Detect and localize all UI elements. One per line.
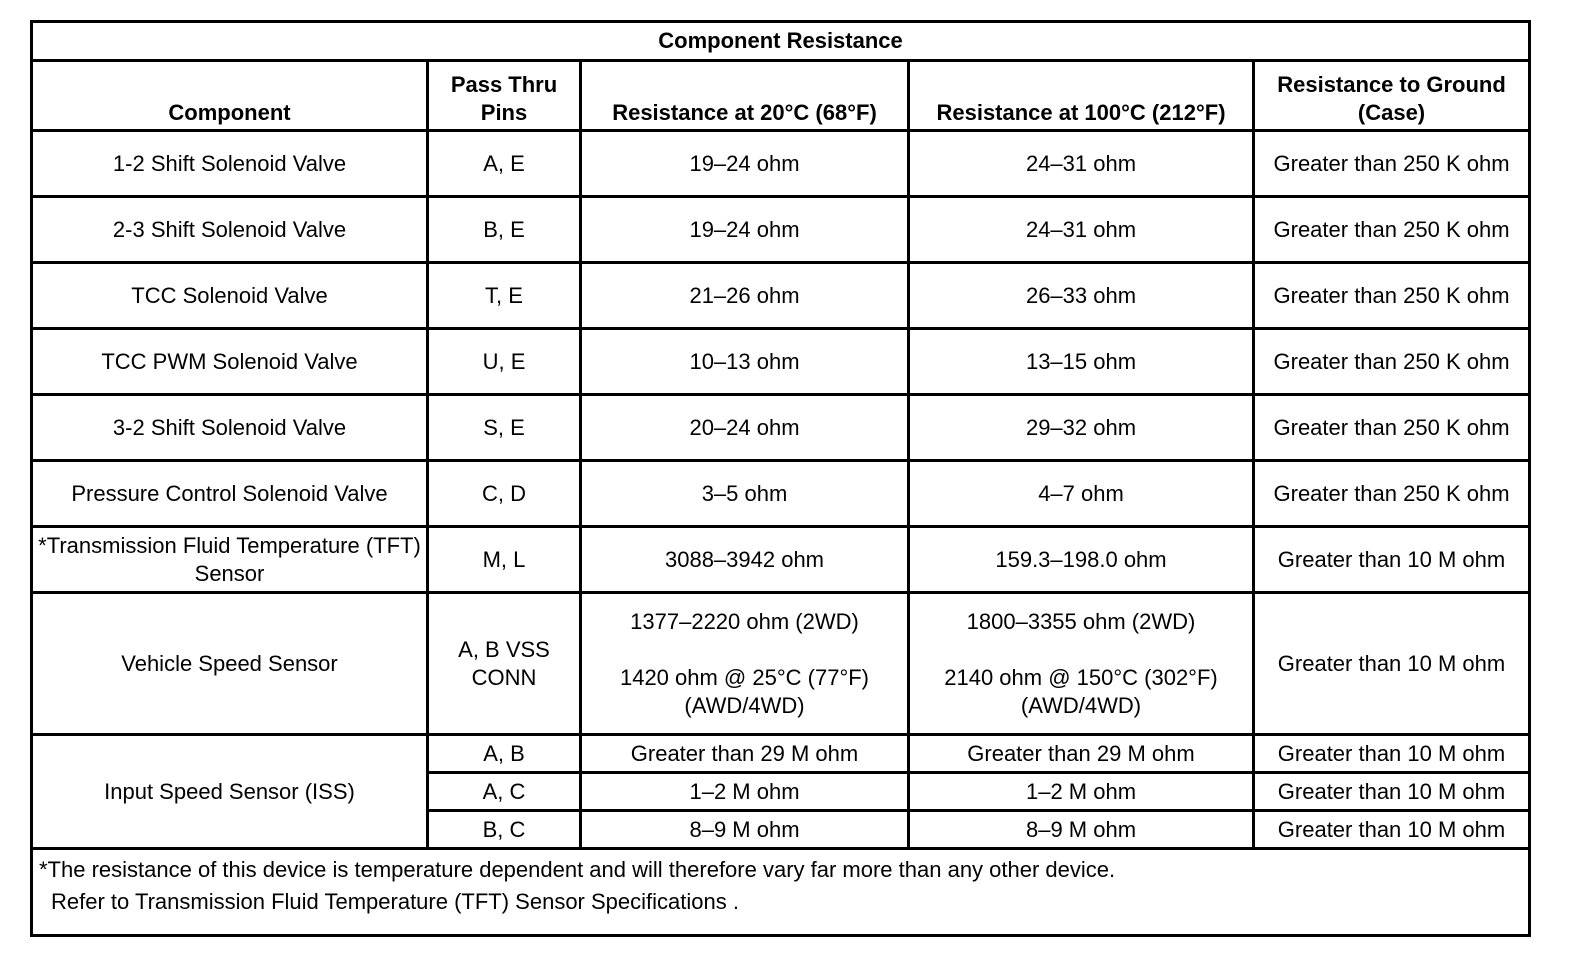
cell-component: TCC Solenoid Valve (32, 263, 428, 329)
cell-res-100c: 1–2 M ohm (909, 773, 1254, 811)
table-row-iss (32, 735, 1530, 773)
cell-res-100c: 26–33 ohm (909, 263, 1254, 329)
cell-res-ground: Greater than 250 K ohm (1254, 197, 1530, 263)
table-row (32, 527, 1530, 593)
cell-res-ground: Greater than 10 M ohm (1254, 811, 1530, 849)
footnote-text: *The resistance of this device is temperature dependent and will therefore vary far more than any other device. (39, 857, 1116, 882)
cell-pins: A, E (428, 131, 581, 197)
table-title: Component Resistance (32, 22, 1530, 61)
cell-res-ground: Greater than 250 K ohm (1254, 263, 1530, 329)
cell-pins: A, B (428, 735, 581, 773)
cell-res-20c: 1–2 M ohm (581, 773, 909, 811)
cell-res-100c: 24–31 ohm (909, 131, 1254, 197)
cell-res-ground: Greater than 10 M ohm (1254, 527, 1530, 593)
cell-pins: C, D (428, 461, 581, 527)
cell-pins: T, E (428, 263, 581, 329)
vss-res-100c-2wd: 1800–3355 ohm (2WD) (966, 608, 1196, 634)
header-pins: Pass Thru Pins (428, 61, 581, 131)
cell-res-20c: 10–13 ohm (581, 329, 909, 395)
cell-component: 1-2 Shift Solenoid Valve (32, 131, 428, 197)
cell-pins: B, E (428, 197, 581, 263)
cell-res-100c: 13–15 ohm (909, 329, 1254, 395)
cell-res-ground: Greater than 250 K ohm (1254, 461, 1530, 527)
cell-component: Pressure Control Solenoid Valve (32, 461, 428, 527)
cell-component: *Transmission Fluid Temperature (TFT) Sensor (32, 527, 428, 593)
cell-component: 2-3 Shift Solenoid Valve (32, 197, 428, 263)
cell-pins: U, E (428, 329, 581, 395)
cell-pins: B, C (428, 811, 581, 849)
cell-component: Input Speed Sensor (ISS) (32, 735, 428, 849)
cell-pins: M, L (428, 527, 581, 593)
cell-res-100c (909, 593, 1254, 735)
tft-spec-reference: Refer to Transmission Fluid Temperature (TFT) Sensor Specifications . (51, 889, 739, 914)
cell-pins: S, E (428, 395, 581, 461)
cell-res-ground: Greater than 250 K ohm (1254, 395, 1530, 461)
header-component: Component (32, 61, 428, 131)
cell-res-20c: 3088–3942 ohm (581, 527, 909, 593)
cell-res-20c: 19–24 ohm (581, 197, 909, 263)
header-res-100c: Resistance at 100°C (212°F) (909, 61, 1254, 131)
vss-res-20c-awd: 1420 ohm @ 25°C (77°F) (AWD/4WD) (619, 664, 870, 718)
cell-res-100c: 29–32 ohm (909, 395, 1254, 461)
cell-component: Vehicle Speed Sensor (32, 593, 428, 735)
table-row (32, 263, 1530, 329)
header-res-ground: Resistance to Ground (Case) (1254, 61, 1530, 131)
cell-res-20c (581, 593, 909, 735)
cell-res-100c: 8–9 M ohm (909, 811, 1254, 849)
vss-res-100c-awd: 2140 ohm @ 150°C (302°F) (AWD/4WD) (944, 664, 1218, 718)
table-row (32, 461, 1530, 527)
cell-res-100c: 4–7 ohm (909, 461, 1254, 527)
cell-res-100c: 24–31 ohm (909, 197, 1254, 263)
cell-pins: A, B VSS CONN (428, 593, 581, 735)
cell-pins: A, C (428, 773, 581, 811)
footnote-row (32, 849, 1530, 936)
cell-res-ground: Greater than 10 M ohm (1254, 773, 1530, 811)
cell-res-20c: 21–26 ohm (581, 263, 909, 329)
header-res-20c: Resistance at 20°C (68°F) (581, 61, 909, 131)
table-row (32, 395, 1530, 461)
cell-component: TCC PWM Solenoid Valve (32, 329, 428, 395)
footnote (32, 849, 1530, 936)
header-row (32, 61, 1530, 131)
table-row-vss (32, 593, 1530, 735)
cell-res-100c: 159.3–198.0 ohm (909, 527, 1254, 593)
cell-res-20c: 3–5 ohm (581, 461, 909, 527)
cell-res-ground: Greater than 10 M ohm (1254, 593, 1530, 735)
cell-res-ground: Greater than 250 K ohm (1254, 131, 1530, 197)
table-row (32, 131, 1530, 197)
cell-res-ground: Greater than 10 M ohm (1254, 735, 1530, 773)
component-resistance-table (30, 20, 1531, 937)
cell-res-20c: 8–9 M ohm (581, 811, 909, 849)
vss-res-20c-2wd: 1377–2220 ohm (2WD) (630, 608, 859, 634)
cell-component: 3-2 Shift Solenoid Valve (32, 395, 428, 461)
cell-res-20c: 20–24 ohm (581, 395, 909, 461)
table-row (32, 197, 1530, 263)
cell-res-20c: 19–24 ohm (581, 131, 909, 197)
cell-res-100c: Greater than 29 M ohm (909, 735, 1254, 773)
table-row (32, 329, 1530, 395)
cell-res-ground: Greater than 250 K ohm (1254, 329, 1530, 395)
cell-res-20c: Greater than 29 M ohm (581, 735, 909, 773)
